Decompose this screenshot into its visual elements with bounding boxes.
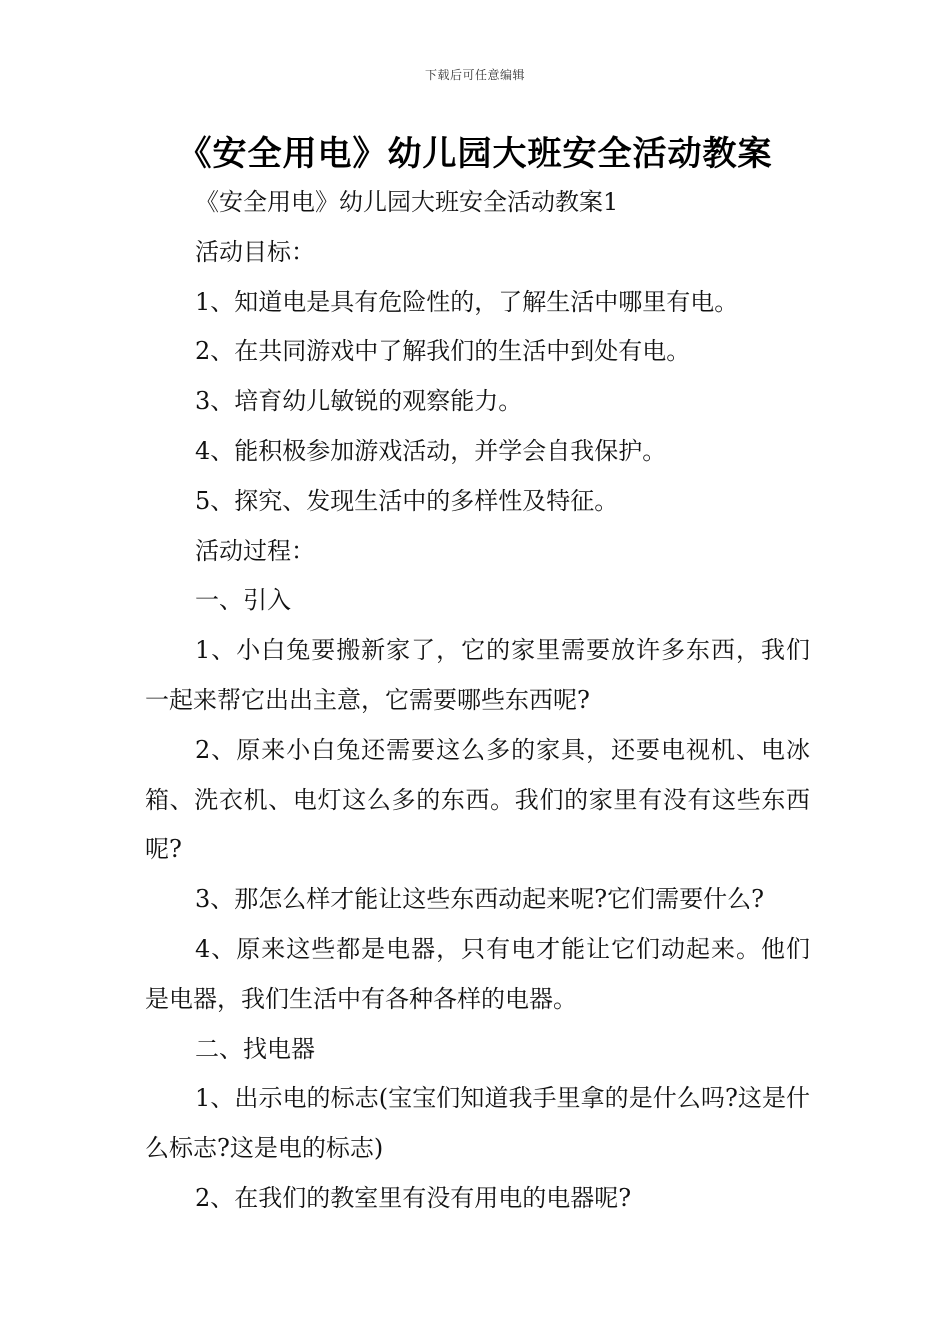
- document-body: [145, 178, 810, 1224]
- paragraph-section-intro: 一、引入: [195, 586, 291, 615]
- paragraph-section-find: 二、找电器: [195, 1034, 315, 1063]
- paragraph-goal-4: 4、能积极参加游戏活动，并学会自我保护。: [195, 436, 667, 465]
- paragraph-intro-1: 1、小白兔要搬新家了，它的家里需要放许多东西，我们一起来帮它出出主意，它需要哪些东西呢?: [145, 636, 810, 714]
- document-title: 《安全用电》幼儿园大班安全活动教案: [177, 134, 773, 174]
- paragraph-goal-5: 5、探究、发现生活中的多样性及特征。: [195, 486, 619, 515]
- header-note: 下载后可任意编辑: [424, 68, 525, 82]
- paragraph-goal-2: 2、在共同游戏中了解我们的生活中到处有电。: [195, 337, 691, 366]
- paragraph-find-1: 1、出示电的标志(宝宝们知道我手里拿的是什么吗?这是什么标志?这是电的标志): [145, 1084, 810, 1163]
- paragraph-goal-1: 1、知道电是具有危险性的，了解生活中哪里有电。: [195, 287, 739, 316]
- paragraph-goal-3: 3、培育幼儿敏锐的观察能力。: [195, 387, 523, 416]
- paragraph-process-heading: 活动过程：: [195, 536, 315, 565]
- paragraph-subtitle: 《安全用电》幼儿园大班安全活动教案1: [195, 188, 619, 216]
- paragraph-find-2: 2、在我们的教室里有没有用电的电器呢?: [195, 1183, 632, 1212]
- paragraph-intro-3: 3、那怎么样才能让这些东西动起来呢?它们需要什么?: [195, 885, 765, 914]
- paragraph-goals-heading: 活动目标：: [195, 237, 315, 266]
- paragraph-intro-2: 2、原来小白兔还需要这么多的家具，还要电视机、电冰箱、洗衣机、电灯这么多的东西。我们的家里有没有这些东西呢?: [145, 735, 810, 864]
- paragraph-intro-4: 4、原来这些都是电器，只有电才能让它们动起来。他们是电器，我们生活中有各种各样的电器。: [145, 934, 810, 1013]
